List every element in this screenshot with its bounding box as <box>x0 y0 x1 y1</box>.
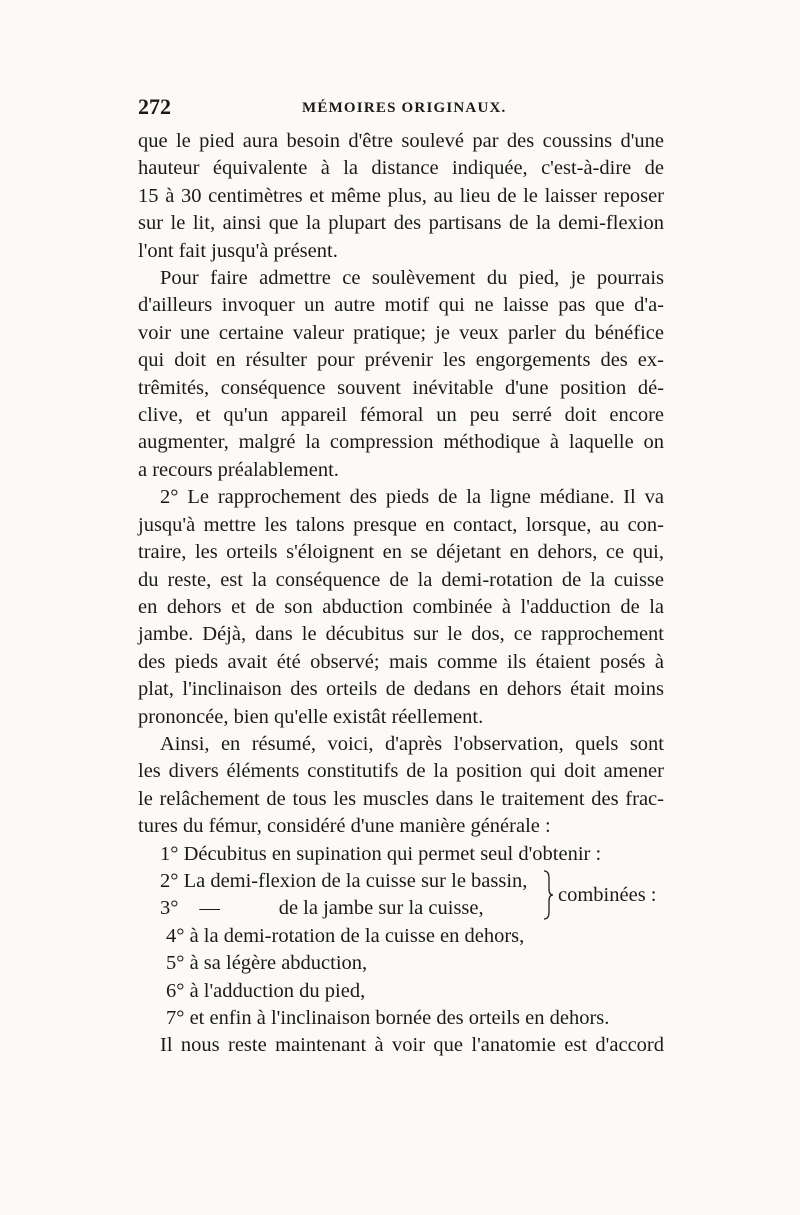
ditto-dash: — <box>199 897 220 920</box>
text-line: les divers éléments constitutifs de la position qui doit amener <box>138 760 664 783</box>
list-item: 7° et enfin à l'inclinaison bornée des orteils en dehors. <box>166 1006 610 1029</box>
list-item: 4° à la demi-rotation de la cuisse en dehors, <box>166 924 525 947</box>
paragraph-2 <box>138 265 664 484</box>
text-line: 15 à 30 centimètres et même plus, au lieu de le laisser reposer <box>138 184 664 207</box>
text-line: hauteur équivalente à la distance indiquée, c'est-à-dire de <box>138 157 664 180</box>
text-line: trêmités, conséquence souvent inévitable d'une position dé- <box>138 376 664 399</box>
text-line: tures du fémur, considéré d'une manière générale : <box>138 815 551 838</box>
text-line: du reste, est la conséquence de la demi-rotation de la cuisse <box>138 568 664 591</box>
running-title: MÉMOIRES ORIGINAUX. <box>302 100 507 116</box>
list-number: 3° <box>160 897 179 920</box>
text-line: en dehors et de son abduction combinée à l'adduction de la <box>138 595 664 618</box>
text-line: qui doit en résulter pour prévenir les engorgements des ex- <box>138 349 664 372</box>
page-header <box>138 92 664 128</box>
text-line: prononcée, bien qu'elle existât réellement. <box>138 705 484 728</box>
text-line: que le pied aura besoin d'être soulevé par des coussins d'une <box>138 130 664 152</box>
text-line: traire, les orteils s'éloignent en se déjetant en dehors, ce qui, <box>138 541 664 564</box>
text-line: le relâchement de tous les muscles dans le traitement des frac- <box>138 787 664 810</box>
list-item <box>138 895 484 922</box>
text-line: Ainsi, en résumé, voici, d'après l'observation, quels sont <box>160 732 664 755</box>
text-line: des pieds avait été observé; mais comme ils étaient posés à <box>138 650 664 673</box>
list-item-text: de la jambe sur la cuisse, <box>278 897 484 920</box>
list-item: 6° à l'adduction du pied, <box>166 979 366 1002</box>
text-line: voir une certaine valeur pratique; je veux parler du bénéfice <box>138 321 664 344</box>
list-item: 5° à sa légère abduction, <box>166 952 368 975</box>
text-line: Il nous reste maintenant à voir que l'anatomie est d'accord <box>160 1034 664 1057</box>
text-line: plat, l'inclinaison des orteils de dedans en dehors était moins <box>138 678 664 701</box>
text-line: a recours préalablement. <box>138 458 339 481</box>
text-line: jambe. Déjà, dans le décubitus sur le dos, ce rapprochement <box>138 623 664 646</box>
page-number: 272 <box>138 94 171 119</box>
text-line: augmenter, malgré la compression méthodique à laquelle on <box>138 431 664 454</box>
paragraph-1 <box>138 128 664 265</box>
paragraph-5 <box>138 1032 664 1059</box>
brace-label: combinées : <box>558 883 657 906</box>
text-line: clive, et qu'un appareil fémoral un peu serré doit encore <box>138 404 664 427</box>
book-page <box>138 92 664 1060</box>
paragraph-4 <box>138 731 664 841</box>
text-line: jusqu'à mettre les talons presque en contact, lorsque, au con- <box>138 513 664 536</box>
text-line: sur le lit, ainsi que la plupart des partisans de la demi-flexion <box>138 212 664 235</box>
position-elements-list <box>138 841 664 1033</box>
text-line: 2° Le rapprochement des pieds de la ligne médiane. Il va <box>160 486 664 509</box>
text-line: Pour faire admettre ce soulèvement du pied, je pourrais <box>160 267 664 290</box>
list-item: 1° Décubitus en supination qui permet seul d'obtenir : <box>160 842 602 865</box>
paragraph-3 <box>138 484 664 731</box>
list-item: 2° La demi-flexion de la cuisse sur le bassin, <box>160 869 528 892</box>
list-brace-group <box>138 868 664 923</box>
text-line: l'ont fait jusqu'à présent. <box>138 239 338 262</box>
curly-brace-icon <box>542 870 554 920</box>
text-line: d'ailleurs invoquer un autre motif qui ne laisse pas que d'a- <box>138 294 664 317</box>
